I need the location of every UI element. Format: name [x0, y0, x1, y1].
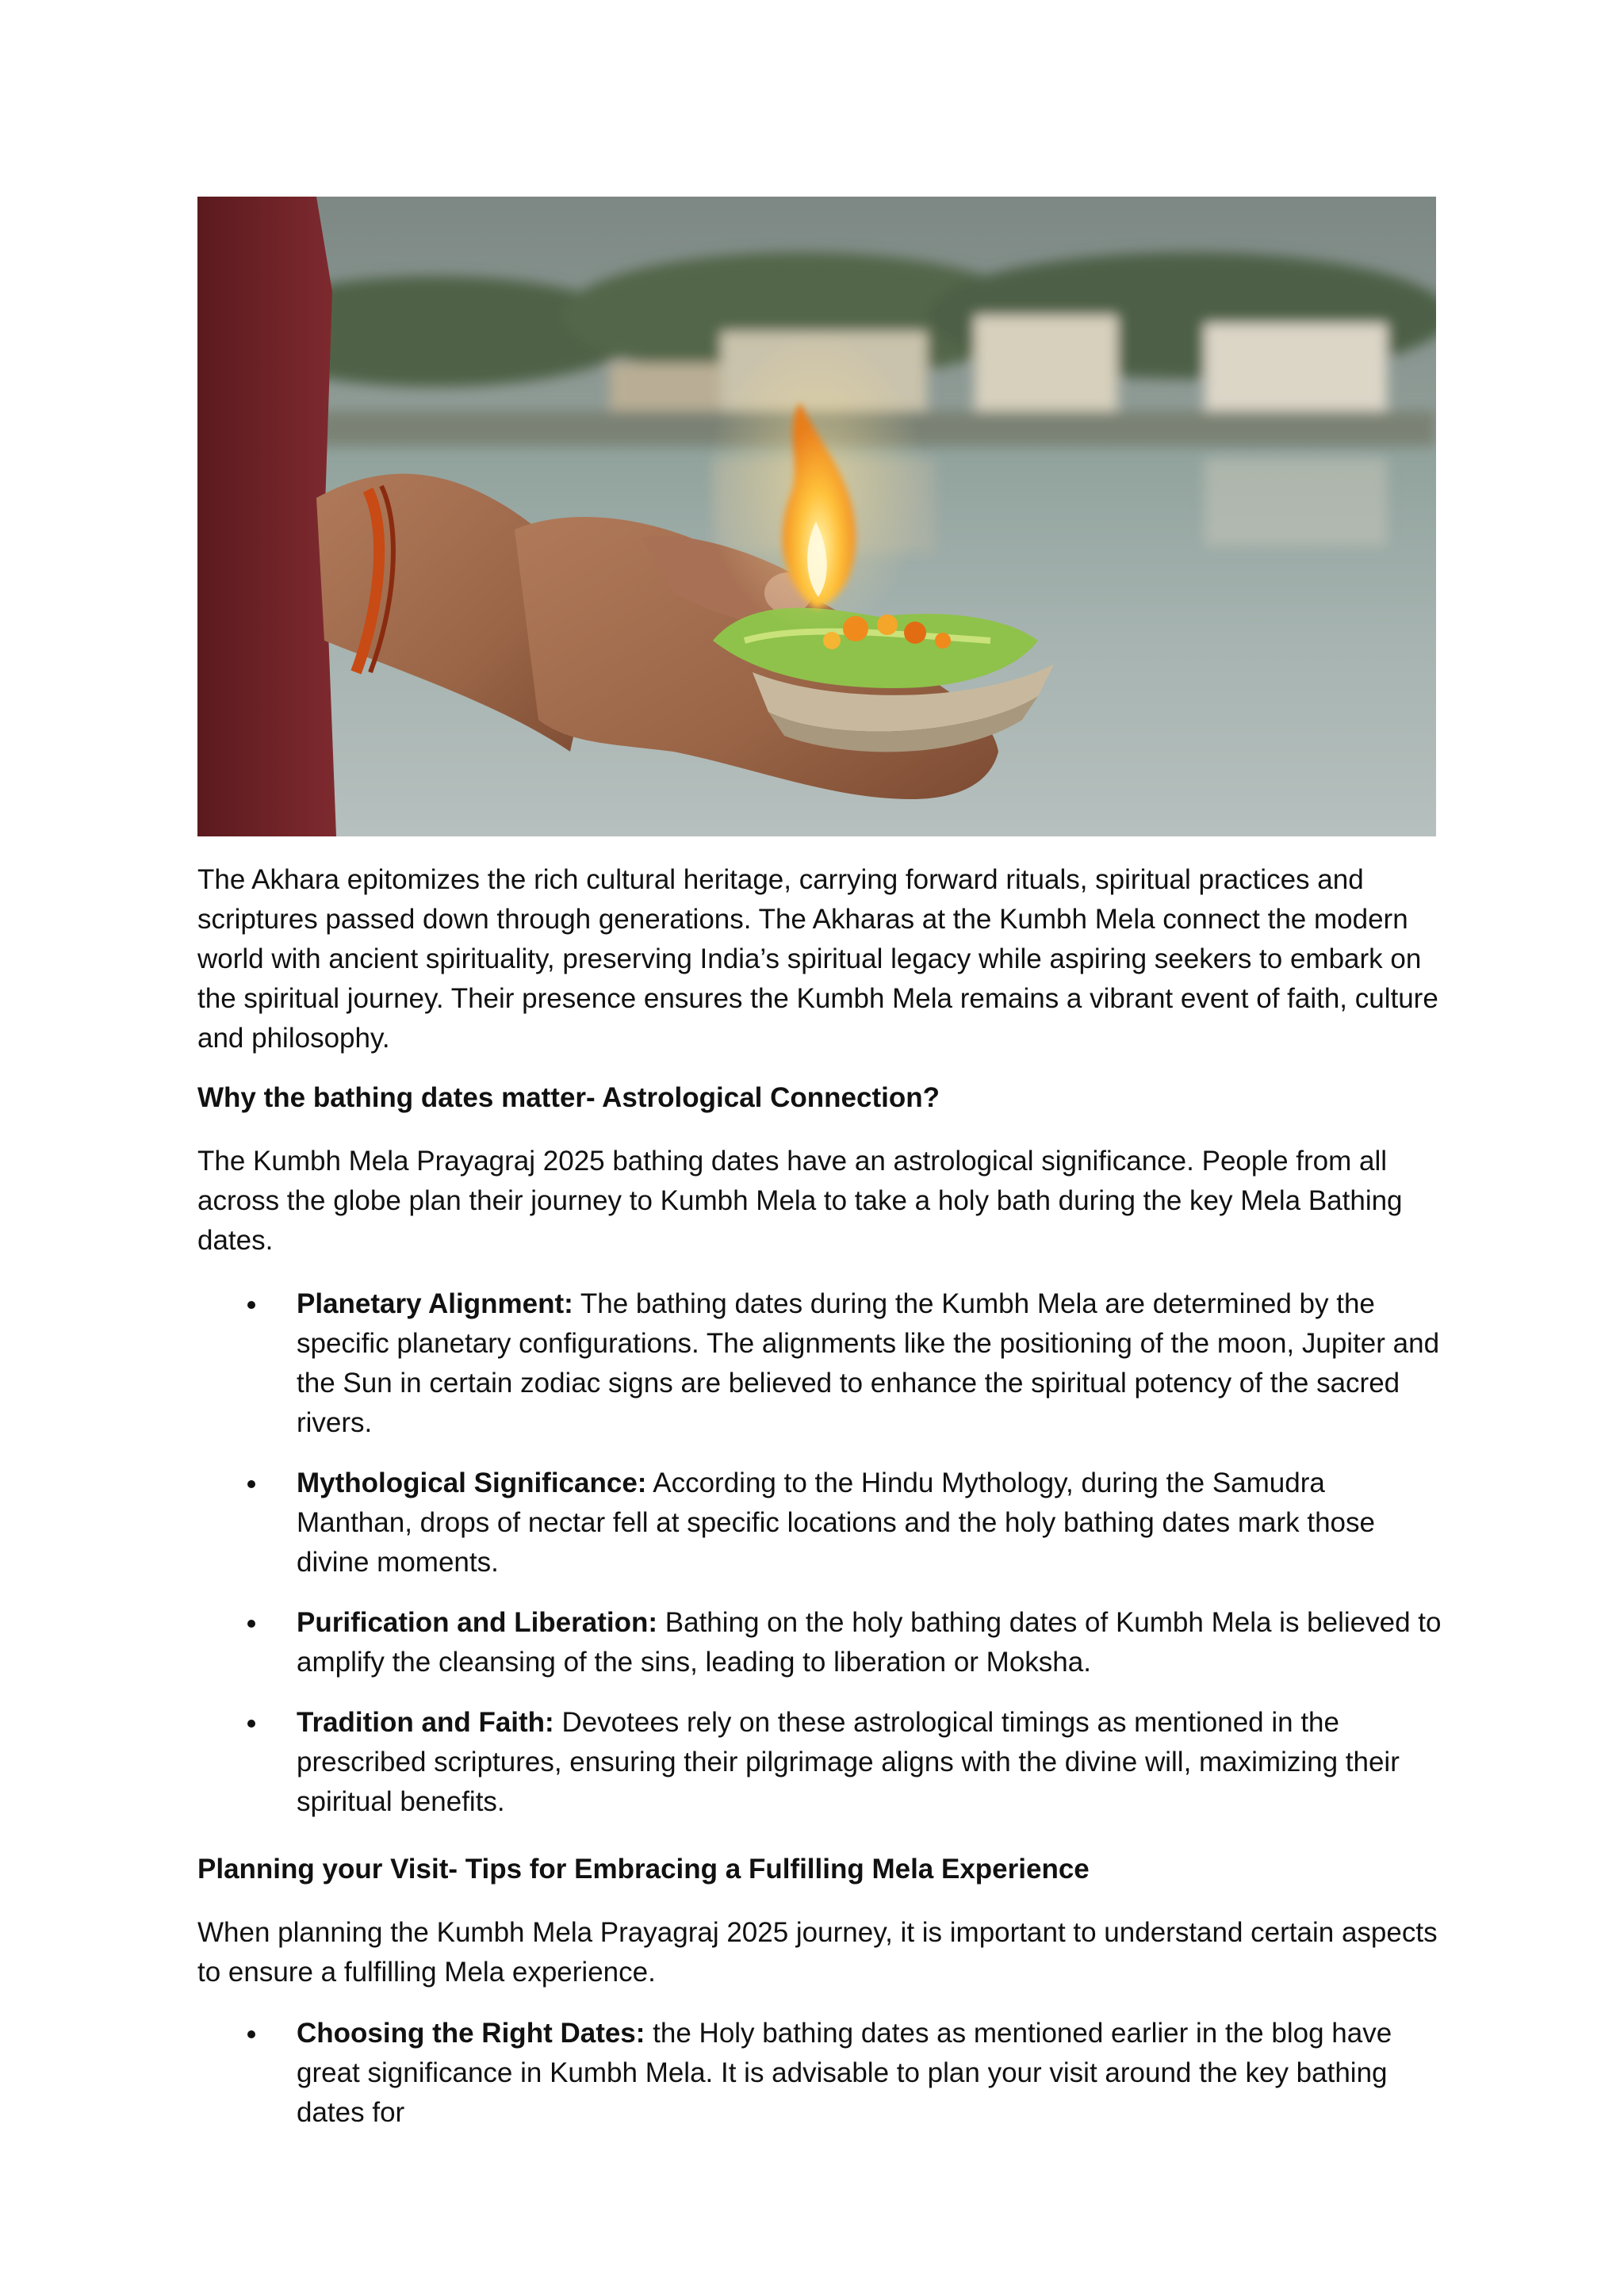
bullet-text: The bathing dates during the Kumbh Mela are determined by the specific planetary configurations. The alignments like the positioning of the moon, Jupiter and the Sun in certain zodiac signs are believed to enhance the spiritual potency of the sacred rivers. [297, 1288, 1440, 1438]
bullet-dot [247, 1720, 255, 1728]
bathing-intro-block [197, 1142, 1442, 1261]
intro-block [197, 860, 1442, 1058]
bullet-choosing-right-dates [197, 2014, 1442, 2133]
bathing-heading-block [197, 1078, 1442, 1118]
bullet-tradition-faith [197, 1703, 1442, 1822]
bullet-planetary-alignment [197, 1284, 1442, 1443]
bullet-mythological-significance [197, 1464, 1442, 1582]
bullet-text: According to the Hindu Mythology, during the Samudra Manthan, drops of nectar fell at specific locations and the holy bathing dates mark those divine moments. [297, 1468, 1375, 1578]
bullet-title: Tradition and Faith: [297, 1707, 554, 1738]
intro-paragraph: The Akhara epitomizes the rich cultural heritage, carrying forward rituals, spiritual practices and scriptures passed down through generations. The Akharas at the Kumbh Mela connect the modern world with ancient spirituality, preserving India’s spiritual legacy while aspiring seekers to embark on the spiritual journey. Their presence ensures the Kumbh Mela remains a vibrant event of faith, culture and philosophy. [197, 864, 1438, 1054]
bullet-purification-liberation [197, 1603, 1442, 1682]
bathing-intro-paragraph: The Kumbh Mela Prayagraj 2025 bathing dates have an astrological significance. People from all across the globe plan their journey to Kumbh Mela to take a holy bath during the key Mela Bathing dates. [197, 1146, 1403, 1256]
planning-intro-block [197, 1913, 1442, 1992]
bullet-title: Choosing the Right Dates: [297, 2018, 645, 2049]
bullet-dot [247, 1301, 255, 1309]
bullet-text: Devotees rely on these astrological timings as mentioned in the prescribed scriptures, ensuring their pilgrimage aligns with the divine will, maximizing their spiritual benefits. [297, 1707, 1400, 1817]
planning-bullet-list [197, 2014, 1442, 2133]
bullet-dot [247, 1620, 255, 1628]
bullet-title: Planetary Alignment: [297, 1288, 573, 1319]
bathing-bullets-block [197, 1284, 1442, 1822]
bathing-dates-heading: Why the bathing dates matter- Astrological Connection? [197, 1082, 940, 1113]
planning-intro-paragraph: When planning the Kumbh Mela Prayagraj 2025 journey, it is important to understand certain aspects to ensure a fulfilling Mela experience. [197, 1917, 1438, 1988]
planning-visit-heading: Planning your Visit- Tips for Embracing a Fulfilling Mela Experience [197, 1854, 1090, 1885]
bullet-title: Purification and Liberation: [297, 1607, 658, 1638]
diya-offering-photo [197, 197, 1436, 836]
planning-bullets-block [197, 2014, 1442, 2133]
bullet-dot [247, 2030, 255, 2038]
bullet-text: Bathing on the holy bathing dates of Kumbh Mela is believed to amplify the cleansing of the sins, leading to liberation or Moksha. [297, 1607, 1442, 1678]
planning-heading-block [197, 1850, 1442, 1889]
bullet-dot [247, 1480, 255, 1488]
bathing-bullet-list [197, 1284, 1442, 1822]
bullet-text: the Holy bathing dates as mentioned earlier in the blog have great significance in Kumbh Mela. It is advisable to plan your visit around the key bathing dates for [297, 2018, 1392, 2128]
bullet-title: Mythological Significance: [297, 1468, 647, 1498]
